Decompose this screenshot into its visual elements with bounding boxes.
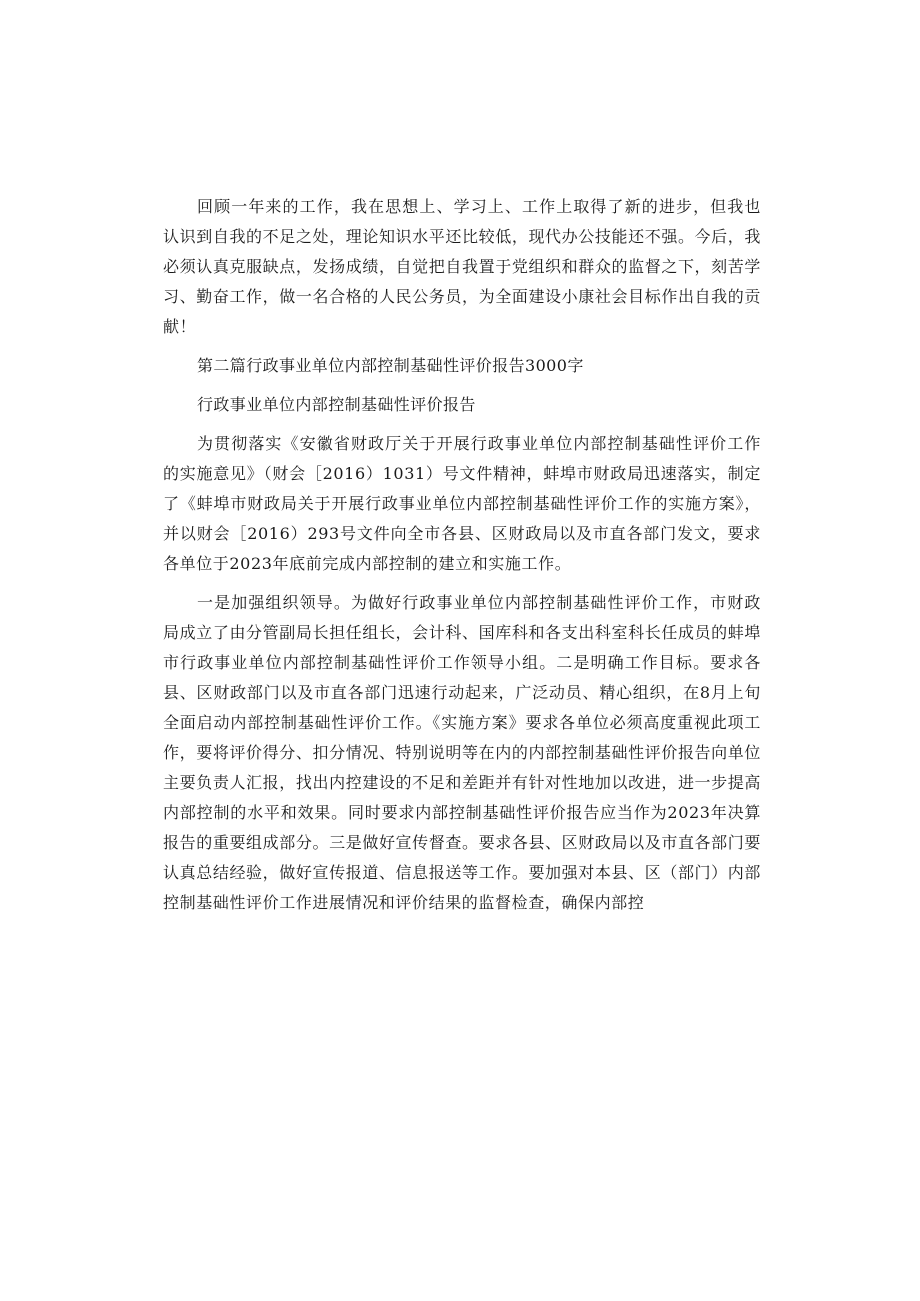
paragraph-measures: 一是加强组织领导。为做好行政事业单位内部控制基础性评价工作，市财政局成立了由分管副局长担任组长，会计科、国库科和各支出科室科长任成员的蚌埠市行政事业单位内部控制基础性评价工作领导小组。二是明确工作目标。要求各县、区财政部门以及市直各部门迅速行动起来，广泛动员、精心组织，在8月上旬全面启动内部控制基础性评价工作。《实施方案》要求各单位必须高度重视此项工作，要将评价得分、扣分情况、特别说明等在内的内部控制基础性评价报告向单位主要负责人汇报，找出内控建设的不足和差距并有针对性地加以改进，进一步提高内部控制的水平和效果。同时要求内部控制基础性评价报告应当作为2023年决算报告的重要组成部分。三是做好宣传督查。要求各县、区财政局以及市直各部门要认真总结经验，做好宣传报道、信息报送等工作。要加强对本县、区（部门）内部控制基础性评价工作进展情况和评价结果的监督检查，确保内部控: [163, 593, 761, 912]
document-page: [163, 192, 761, 927]
paragraph-intro: 为贯彻落实《安徽省财政厅关于开展行政事业单位内部控制基础性评价工作的实施意见》（财会［2016）1031）号文件精神，蚌埠市财政局迅速落实，制定了《蚌埠市财政局关于开展行政事业单位内部控制基础性评价工作的实施方案》，并以财会［2016）293号文件向全市各县、区财政局以及市直各部门发文，要求各单位于2023年底前完成内部控制的建立和实施工作。: [163, 434, 761, 573]
report-title: 行政事业单位内部控制基础性评价报告: [197, 395, 476, 414]
paragraph-summary: 回顾一年来的工作，我在思想上、学习上、工作上取得了新的进步，但我也认识到自我的不足之处，理论知识水平还比较低，现代办公技能还不强。今后，我必须认真克服缺点，发扬成绩，自觉把自我置于党组织和群众的监督之下，刻苦学习、勤奋工作，做一名合格的人民公务员，为全面建设小康社会目标作出自我的贡献！: [163, 197, 761, 336]
section-heading: 第二篇行政事业单位内部控制基础性评价报告3000字: [197, 356, 584, 375]
